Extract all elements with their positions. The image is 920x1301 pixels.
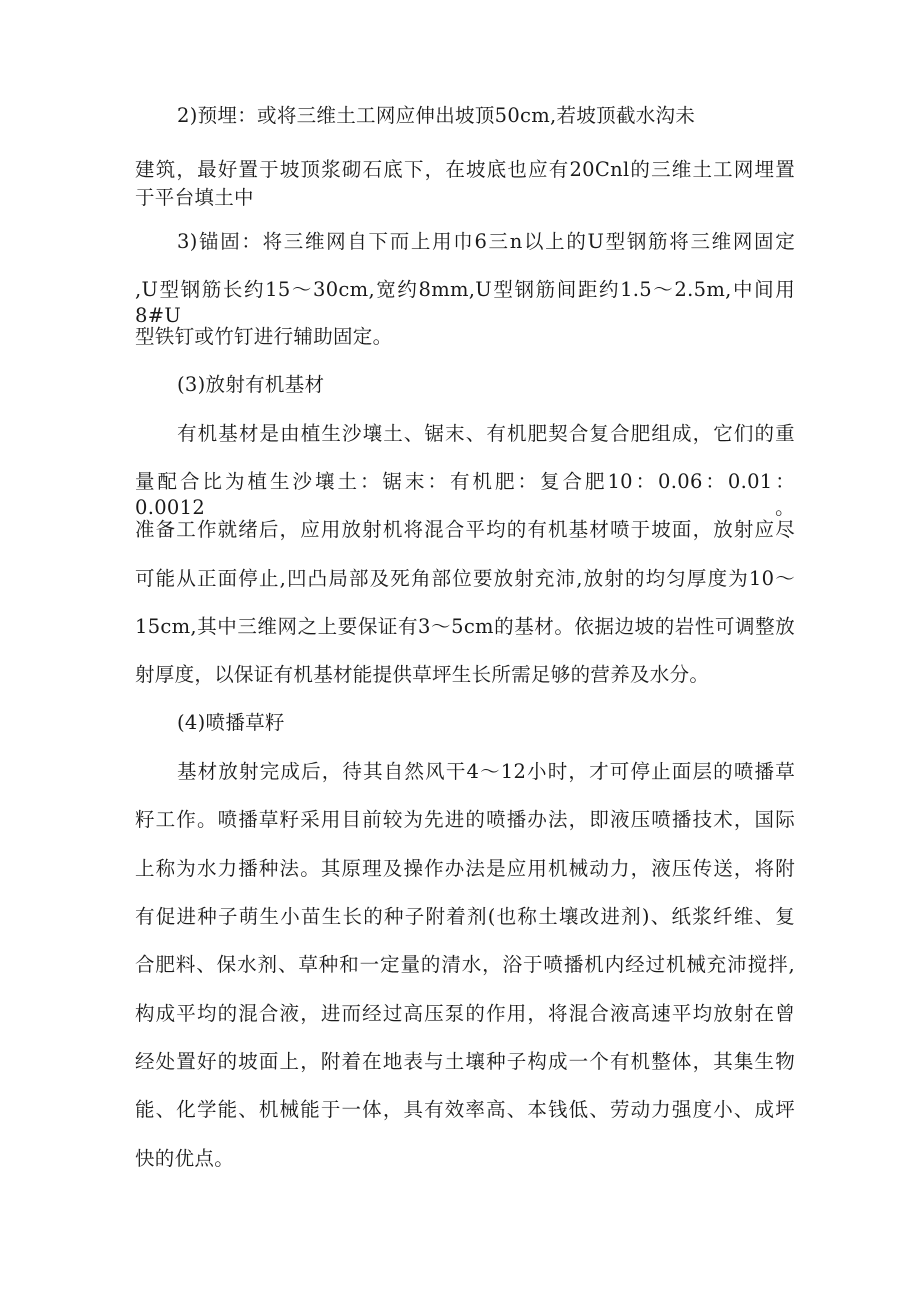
text-line: 合肥料、保水剂、草种和一定量的清水，浴于喷播机内经过机械充沛搅拌, [135, 953, 795, 976]
text-line: ,U型钢筋长约15～30cm,宽约8mm,U型钢筋间距约1.5～2.5m,中间用8#U [135, 278, 795, 327]
text-line: 能、化学能、机械能于一体，具有效率高、本钱低、劳动力强度小、成坪 [135, 1098, 795, 1121]
text-line: 15cm,其中三维网之上要保证有3～5cm的基材。依据边坡的岩性可调整放 [135, 615, 795, 638]
text-line: 可能从正面停止,凹凸局部及死角部位要放射充沛,放射的均匀厚度为10～ [135, 567, 795, 590]
text-line: 型铁钉或竹钉进行辅助固定。 [135, 325, 393, 348]
text-line: 有机基材是由植生沙壤土、锯末、有机肥契合复合肥组成，它们的重 [177, 422, 795, 445]
text-line: 有促进种子萌生小苗生长的种子附着剂(也称土壤改进剂)、纸浆纤维、复 [135, 905, 795, 928]
text-line: 经处置好的坡面上，附着在地表与土壤种子构成一个有机整体，其集生物 [135, 1050, 795, 1073]
text-line: 量配合比为植生沙壤土：锯末：有机肥：复合肥10：0.06：0.01：0.0012。 [135, 470, 795, 519]
text-line: 基材放射完成后，待其自然风干4～12小时，才可停止面层的喷播草 [177, 760, 795, 783]
text-line: 构成平均的混合液，进而经过高压泵的作用，将混合液高速平均放射在曾 [135, 1002, 795, 1025]
text-line: 于平台填土中 [135, 186, 254, 209]
text-line: 射厚度，以保证有机基材能提供草坪生长所需足够的营养及水分。 [135, 663, 710, 686]
text-line: 建筑，最好置于坡顶浆砌石底下，在坡底也应有20Cnl的三维土工网埋置 [135, 158, 795, 181]
text-line: 籽工作。喷播草籽采用目前较为先进的喷播办法，即液压喷播技术，国际 [135, 808, 795, 831]
text-line: 2)预埋：或将三维土工网应伸出坡顶50cm,若坡顶截水沟未 [177, 104, 696, 127]
section-heading: (4)喷播草籽 [177, 711, 285, 734]
section-heading: (3)放射有机基材 [177, 373, 325, 396]
text-line: 3)锚固：将三维网自下而上用巾6三n以上的U型钢筋将三维网固定 [177, 230, 795, 253]
text-line: 准备工作就绪后，应用放射机将混合平均的有机基材喷于坡面，放射应尽 [135, 518, 795, 541]
text-line: 上称为水力播种法。其原理及操作办法是应用机械动力，液压传送，将附 [135, 857, 795, 880]
text-line: 快的优点。 [135, 1147, 235, 1170]
